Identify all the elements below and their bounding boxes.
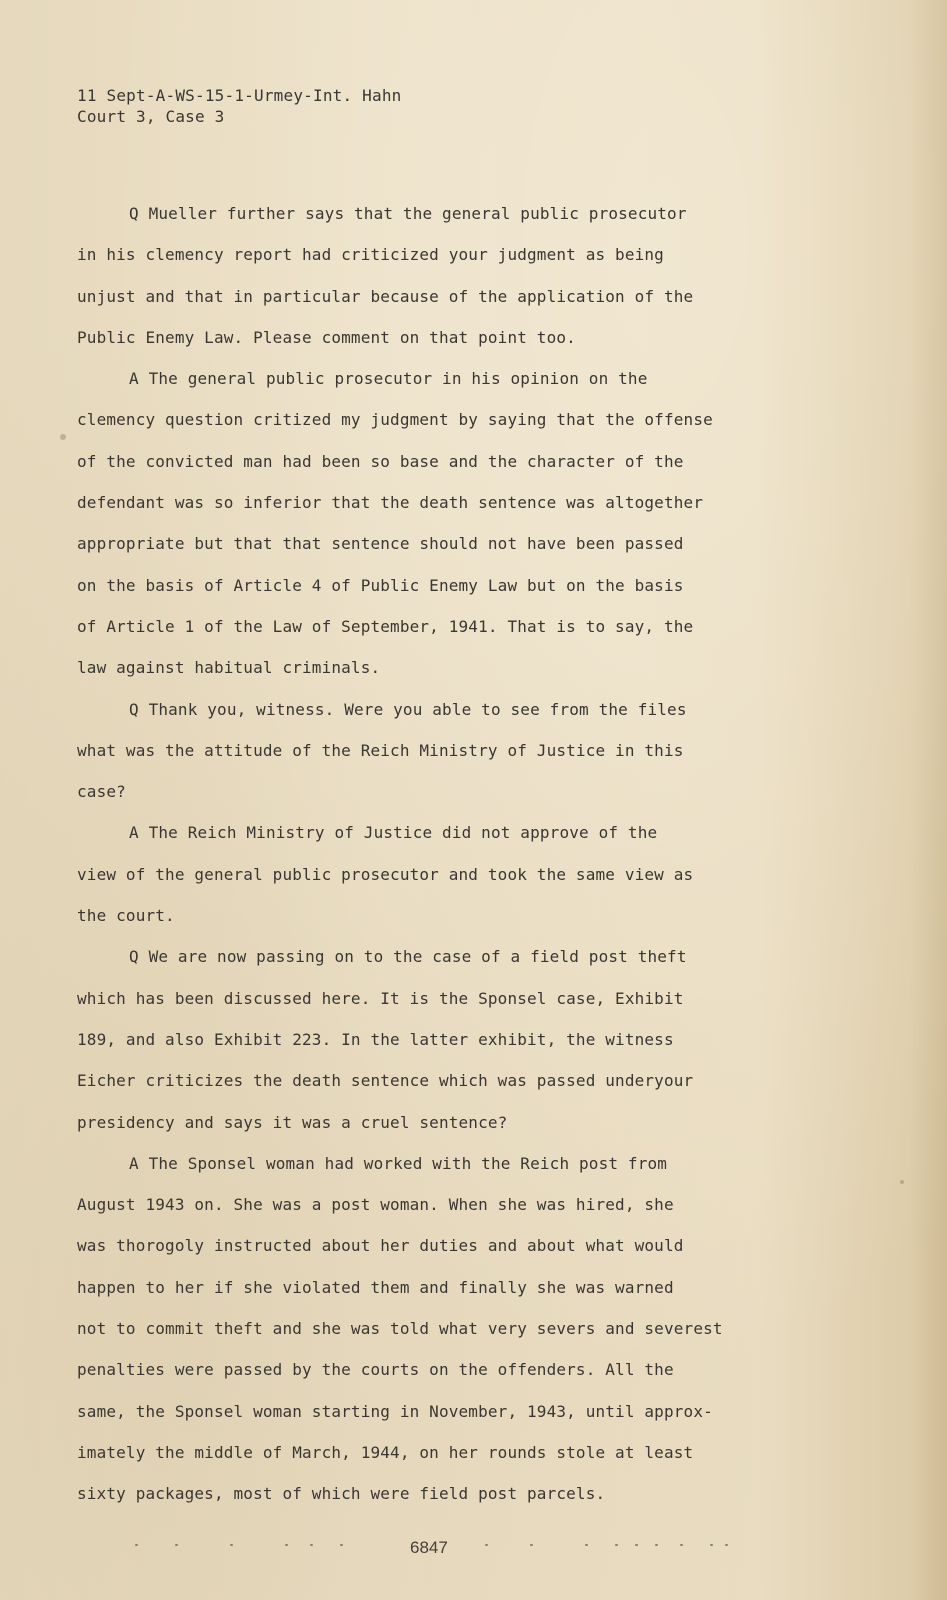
smudge-mark — [135, 1544, 138, 1546]
text-line: what was the attitude of the Reich Ministry of Justice in this — [77, 740, 684, 760]
document-header — [77, 85, 401, 127]
paragraph-first-line: A The Reich Ministry of Justice did not approve of the — [129, 823, 658, 843]
text-line: sixty packages, most of which were field post parcels. — [77, 1484, 606, 1504]
text-line: unjust and that in particular because of the application of the — [77, 286, 694, 306]
paragraph-first-line: A The general public prosecutor in his opinion on the — [129, 369, 648, 389]
text-line: law against habitual criminals. — [77, 658, 381, 678]
page-footer — [0, 1538, 947, 1562]
text-line: view of the general public prosecutor and took the same view as — [77, 864, 694, 884]
text-line: the court. — [77, 906, 175, 926]
smudge-mark — [175, 1544, 178, 1546]
text-line: 189, and also Exhibit 223. In the latter exhibit, the witness — [77, 1029, 674, 1049]
smudge-mark — [615, 1544, 618, 1546]
smudge-mark — [340, 1544, 343, 1546]
text-line: appropriate but that that sentence should not have been passed — [77, 534, 684, 554]
text-line: clemency question critized my judgment by saying that the offense — [77, 410, 713, 430]
smudge-mark — [635, 1544, 638, 1546]
text-line: not to commit theft and she was told what very severs and severest — [77, 1319, 723, 1339]
smudge-mark — [655, 1544, 658, 1546]
paragraph-first-line: Q We are now passing on to the case of a field post theft — [129, 947, 687, 967]
text-line: penalties were passed by the courts on the offenders. All the — [77, 1360, 674, 1380]
smudge-mark — [680, 1544, 683, 1546]
smudge-mark — [710, 1544, 713, 1546]
header-reference-line: 11 Sept-A-WS-15-1-Urmey-Int. Hahn — [77, 86, 402, 105]
smudge-mark — [585, 1544, 588, 1546]
text-line: happen to her if she violated them and finally she was warned — [77, 1277, 674, 1297]
text-line: which has been discussed here. It is the Sponsel case, Exhibit — [77, 988, 684, 1008]
smudge-mark — [485, 1544, 488, 1546]
paragraph-first-line: A The Sponsel woman had worked with the Reich post from — [129, 1153, 668, 1173]
text-line: of Article 1 of the Law of September, 1941. That is to say, the — [77, 616, 694, 636]
smudge-mark — [530, 1544, 533, 1546]
text-line: August 1943 on. She was a post woman. When she was hired, she — [77, 1195, 674, 1215]
text-line: Public Enemy Law. Please comment on that point too. — [77, 327, 576, 347]
paragraph-first-line: Q Mueller further says that the general public prosecutor — [129, 204, 687, 223]
text-line: presidency and says it was a cruel sentence? — [77, 1112, 508, 1132]
smudge-mark — [725, 1544, 728, 1546]
text-line: of the convicted man had been so base and the character of the — [77, 451, 684, 471]
smudge-mark — [310, 1544, 313, 1546]
text-line: in his clemency report had criticized your judgment as being — [77, 245, 664, 265]
text-line: was thorogoly instructed about her duties and about what would — [77, 1236, 684, 1256]
text-line: case? — [77, 782, 126, 802]
smudge-mark — [285, 1544, 288, 1546]
smudge-mark — [230, 1544, 233, 1546]
header-court-line: Court 3, Case 3 — [77, 107, 225, 126]
transcript-body — [77, 205, 797, 1527]
text-line: imately the middle of March, 1944, on her rounds stole at least — [77, 1442, 694, 1462]
page-number: 6847 — [410, 1538, 448, 1557]
paragraph-first-line: Q Thank you, witness. Were you able to see from the files — [129, 699, 687, 719]
paper-stain — [900, 1180, 904, 1184]
text-line: Eicher criticizes the death sentence which was passed underyour — [77, 1071, 694, 1091]
text-line: on the basis of Article 4 of Public Enemy Law but on the basis — [77, 575, 684, 595]
text-line: defendant was so inferior that the death sentence was altogether — [77, 493, 704, 513]
text-line: same, the Sponsel woman starting in November, 1943, until approx- — [77, 1401, 713, 1421]
paper-stain — [60, 434, 66, 440]
